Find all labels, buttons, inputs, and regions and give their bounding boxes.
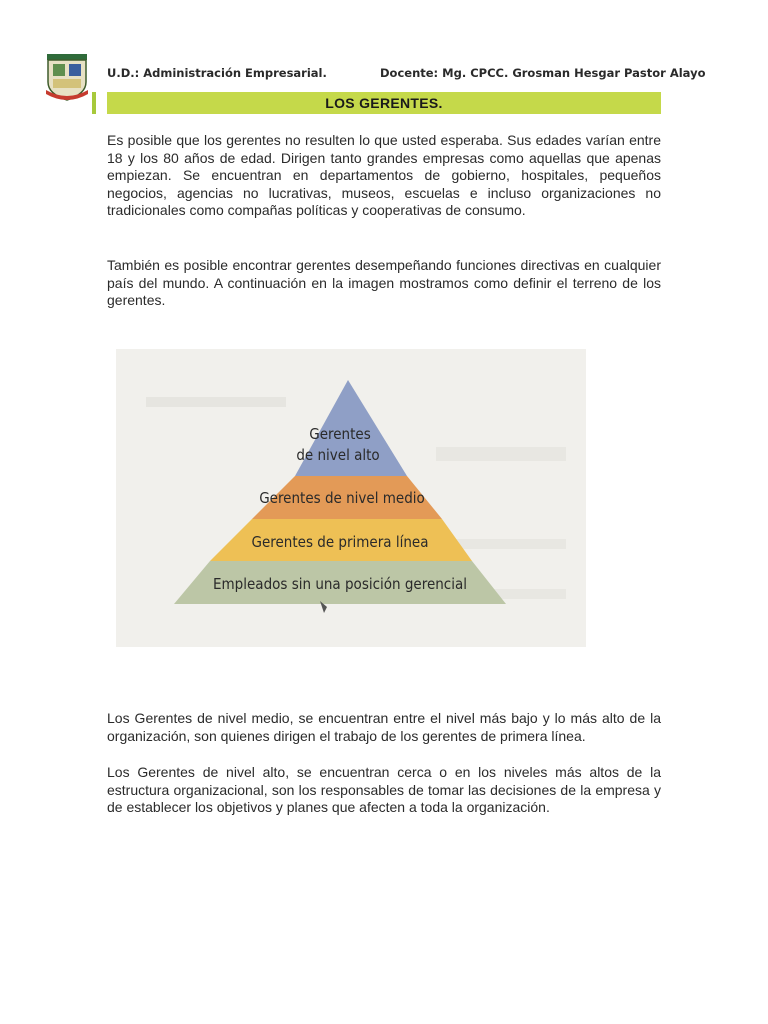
university-shield-icon [44,52,90,102]
pyramid-label-top-line1: Gerentes [309,425,371,443]
header-unit-label: U.D.: Administración Empresarial. [107,66,327,80]
pyramid-label-top-line2: de nivel alto [296,446,380,464]
pyramid-label-middle: Gerentes de nivel medio [259,489,425,507]
header-teacher-label: Docente: Mg. CPCC. Grosman Hesgar Pastor Alayo [380,66,706,80]
page-title: LOS GERENTES. [107,92,661,114]
paragraph-intro: Es posible que los gerentes no resulten lo que usted esperaba. Sus edades varían entre 18 y los 80 años de edad. Dirigen tanto grandes empresas como aquellas que apenas empiezan. Se encuentran en departamentos de gobierno, hospitales, pequeños negocios, agencias no lucrativas, museos, escuelas e incluso organizaciones no tradicionales como compañas políticas y cooperativas de consumo. [107,132,661,219]
pyramid-label-first-line: Gerentes de primera línea [251,533,429,551]
paragraph-middle-managers: Los Gerentes de nivel medio, se encuentran entre el nivel más bajo y lo más alto de la organización, son quienes dirigen el trabajo de los gerentes de primera línea. [107,710,661,744]
pyramid-label-employees: Empleados sin una posición gerencial [213,575,467,593]
paragraph-top-managers: Los Gerentes de nivel alto, se encuentran cerca o en los niveles más altos de la estructura organizacional, son los responsables de tomar las decisiones de la empresa y de establecer los objetivos y planes que afecten a toda la organización. [107,764,661,816]
managers-pyramid-figure [116,349,586,647]
title-accent-bar [92,92,96,114]
paragraph-terrain: También es posible encontrar gerentes desempeñando funciones directivas en cualquier país del mundo. A continuación en la imagen mostramos como definir el terreno de los gerentes. [107,257,661,309]
